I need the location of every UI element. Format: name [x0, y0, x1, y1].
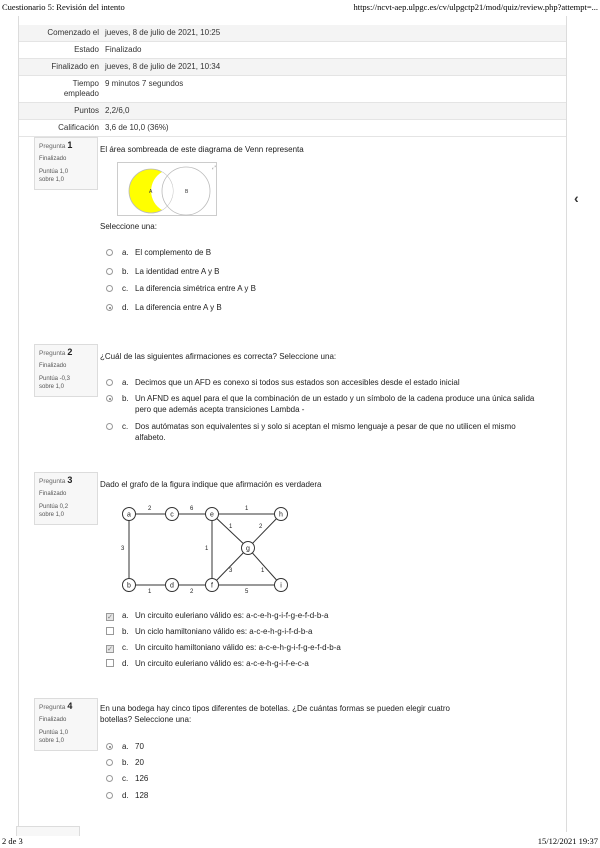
weight-h-g: 2 [259, 524, 263, 530]
checkbox-checked[interactable]: ✓ [107, 646, 113, 653]
question-text-4: En una bodega hay cinco tipos diferentes de botellas. ¿De cuántas formas se pueden elegir cuatro botellas? Seleccione una: [100, 704, 450, 724]
question-info-2 [34, 344, 98, 397]
edge-e-g [210, 511, 248, 548]
summary-label: Calificación [58, 123, 99, 132]
answer-letter: b. [122, 267, 129, 276]
summary-value: 2,2/6,0 [105, 106, 130, 115]
radio-button[interactable] [106, 775, 113, 782]
question-grade: Puntúa 1,0 sobre 1,0 [39, 730, 69, 744]
summary-label: Finalizado en [51, 62, 99, 71]
answer-text: Un circuito euleriano válido es: a-c-e-h-g-i-f-e-c-a [135, 659, 309, 668]
print-url: https://ncvt-aep.ulpgc.es/cv/ulpgctp21/mod/quiz/review.php?attempt=... [353, 2, 598, 12]
answer-option-3c[interactable] [106, 642, 546, 653]
venn-diagram-svg [118, 163, 218, 217]
summary-label: Puntos [74, 106, 99, 115]
radio-button-selected[interactable] [106, 304, 113, 311]
answer-text: La diferencia entre A y B [135, 303, 222, 312]
question-text-2: ¿Cuál de las siguientes afirmaciones es correcta? Seleccione una: [100, 352, 337, 361]
answer-letter: c. [122, 643, 129, 652]
answer-text: Un circuito euleriano válido es: a-c-e-h-g-i-f-g-e-f-d-b-a [135, 611, 329, 620]
question-number: Pregunta 1 [39, 140, 73, 150]
node-label-f: f [211, 582, 213, 590]
weight-f-g: 3 [229, 568, 233, 574]
answer-text: 70 [135, 742, 144, 751]
summary-label-line: Tiempo [72, 79, 99, 88]
answer-letter: a. [122, 378, 129, 387]
question-number: Pregunta 3 [39, 475, 73, 485]
node-label-c: c [170, 511, 174, 519]
answer-text: 128 [135, 791, 149, 800]
answer-option-1c[interactable] [106, 283, 546, 294]
answer-option-4a[interactable] [106, 741, 546, 752]
summary-label: Comenzado el [47, 28, 99, 37]
question-state: Finalizado [39, 717, 67, 723]
edge-f-g [212, 545, 250, 585]
answer-option-1b[interactable] [106, 266, 546, 277]
question-grade: Puntúa 0,2 sobre 1,0 [39, 504, 69, 518]
question-state: Finalizado [39, 156, 67, 162]
answer-option-2c[interactable] [106, 421, 546, 443]
question-info-1 [34, 137, 98, 190]
weight-e-f: 1 [205, 546, 209, 552]
answer-text: Decimos que un AFD es conexo si todos sus estados son accesibles desde el estado inicial [135, 378, 460, 387]
summary-row-points [19, 103, 566, 120]
question-number: Pregunta 4 [39, 701, 73, 711]
summary-value: jueves, 8 de julio de 2021, 10:25 [105, 28, 221, 37]
summary-value: jueves, 8 de julio de 2021, 10:34 [105, 62, 221, 71]
question-text-3: Dado el grafo de la figura indique que afirmación es verdadera [100, 480, 322, 489]
answer-letter: d. [122, 303, 129, 312]
answer-text: La identidad entre A y B [135, 267, 220, 276]
print-title: Cuestionario 5: Revisión del intento [2, 2, 125, 12]
expand-icon: ⤢ [212, 165, 217, 171]
summary-row-time [19, 76, 566, 103]
print-footer [0, 836, 600, 848]
answer-option-2a[interactable] [106, 377, 546, 388]
answer-text: 20 [135, 758, 144, 767]
summary-row-finished [19, 59, 566, 76]
radio-button[interactable] [106, 268, 113, 275]
question-info-3 [34, 472, 98, 525]
node-label-i: i [280, 582, 282, 590]
answer-option-3a[interactable] [106, 610, 546, 621]
weight-d-f: 2 [190, 589, 194, 595]
answer-option-3d[interactable] [106, 658, 546, 669]
print-header [0, 2, 600, 14]
summary-value: 3,6 de 10,0 (36%) [105, 123, 169, 132]
summary-label [19, 79, 105, 99]
answer-text: Un AFND es aquel para el que la combinación de un estado y un símbolo de la cadena produce una única salida pero que además acepta transiciones Lambda - [135, 394, 535, 414]
radio-button[interactable] [106, 759, 113, 766]
weight-a-c: 2 [148, 506, 152, 512]
page-number: 2 de 3 [2, 836, 23, 846]
question-info-5-partial [16, 826, 80, 836]
radio-button[interactable] [106, 379, 113, 386]
edge-h-g [248, 511, 283, 548]
radio-button-selected[interactable] [106, 743, 113, 750]
graph-svg [117, 498, 297, 598]
chevron-left-icon[interactable]: ‹ [574, 190, 579, 206]
answer-text: Un circuito hamiltoniano válido es: a-c-e-h-g-i-f-g-e-f-d-b-a [135, 643, 341, 652]
summary-row-grade [19, 120, 566, 137]
attempt-summary-table [19, 25, 566, 137]
radio-button[interactable] [106, 792, 113, 799]
answer-text: La diferencia simétrica entre A y B [135, 284, 256, 293]
weight-c-e: 6 [190, 506, 194, 512]
weight-e-g: 1 [229, 524, 233, 530]
weight-b-d: 1 [148, 589, 152, 595]
venn-diagram [117, 162, 217, 216]
answer-option-4b[interactable] [106, 757, 546, 768]
answer-option-4c[interactable] [106, 773, 546, 784]
radio-button[interactable] [106, 285, 113, 292]
answer-letter: a. [122, 248, 129, 257]
summary-row-started [19, 25, 566, 42]
question-state: Finalizado [39, 363, 67, 369]
summary-value: Finalizado [105, 45, 142, 54]
question-grade: Puntúa 1,0 sobre 1,0 [39, 169, 69, 183]
radio-button[interactable] [106, 423, 113, 430]
venn-label-a: A [149, 189, 153, 195]
answer-letter: c. [122, 422, 129, 431]
answer-letter: c. [122, 284, 129, 293]
checkbox[interactable] [106, 627, 114, 635]
answer-text: Dos autómatas son equivalentes si y solo si aceptan el mismo lenguaje a pesar de que no utilicen el mismo alfabeto. [135, 422, 516, 442]
answer-letter: b. [122, 394, 129, 403]
select-one-label: Seleccione una: [100, 222, 157, 231]
question-state: Finalizado [39, 491, 67, 497]
answer-text: El complemento de B [135, 248, 212, 257]
answer-option-3b[interactable] [106, 626, 546, 637]
answer-option-1d[interactable] [106, 302, 546, 313]
radio-button-selected[interactable] [106, 395, 113, 402]
node-label-h: h [279, 511, 283, 519]
checkbox-checked[interactable]: ✓ [107, 614, 113, 621]
answer-letter: d. [122, 791, 129, 800]
checkbox[interactable] [106, 659, 114, 667]
weight-e-h: 1 [245, 506, 249, 512]
question-number: Pregunta 2 [39, 347, 73, 357]
node-label-a: a [127, 511, 131, 519]
answer-letter: d. [122, 659, 129, 668]
question-grade: Puntúa -0,3 sobre 1,0 [39, 376, 71, 390]
weight-f-i: 5 [245, 589, 249, 595]
weight-a-b: 3 [121, 546, 125, 552]
node-label-b: b [127, 582, 131, 590]
answer-letter: b. [122, 758, 129, 767]
answer-letter: a. [122, 611, 129, 620]
summary-label: Estado [74, 45, 99, 54]
node-label-g: g [246, 545, 250, 553]
answer-text: Un ciclo hamiltoniano válido es: a-c-e-h-g-i-f-d-b-a [135, 627, 313, 636]
answer-letter: a. [122, 742, 129, 751]
summary-value: 9 minutos 7 segundos [105, 79, 184, 88]
node-label-e: e [210, 511, 214, 519]
answer-option-1a[interactable] [106, 247, 546, 258]
radio-button[interactable] [106, 249, 113, 256]
answer-text: 126 [135, 774, 149, 783]
venn-label-b: B [185, 189, 189, 195]
answer-letter: b. [122, 627, 129, 636]
print-datetime: 15/12/2021 19:37 [537, 836, 598, 846]
edge-g-i [246, 545, 281, 585]
answer-option-4d[interactable] [106, 790, 546, 801]
answer-letter: c. [122, 774, 129, 783]
node-label-d: d [170, 582, 174, 590]
weight-g-i: 1 [261, 568, 265, 574]
question-info-4 [34, 698, 98, 751]
question-text-1: El área sombreada de este diagrama de Venn representa [100, 145, 304, 154]
summary-row-state [19, 42, 566, 59]
graph-figure [117, 498, 297, 598]
summary-label-line: empleado [63, 89, 99, 98]
answer-option-2b[interactable] [106, 393, 546, 415]
